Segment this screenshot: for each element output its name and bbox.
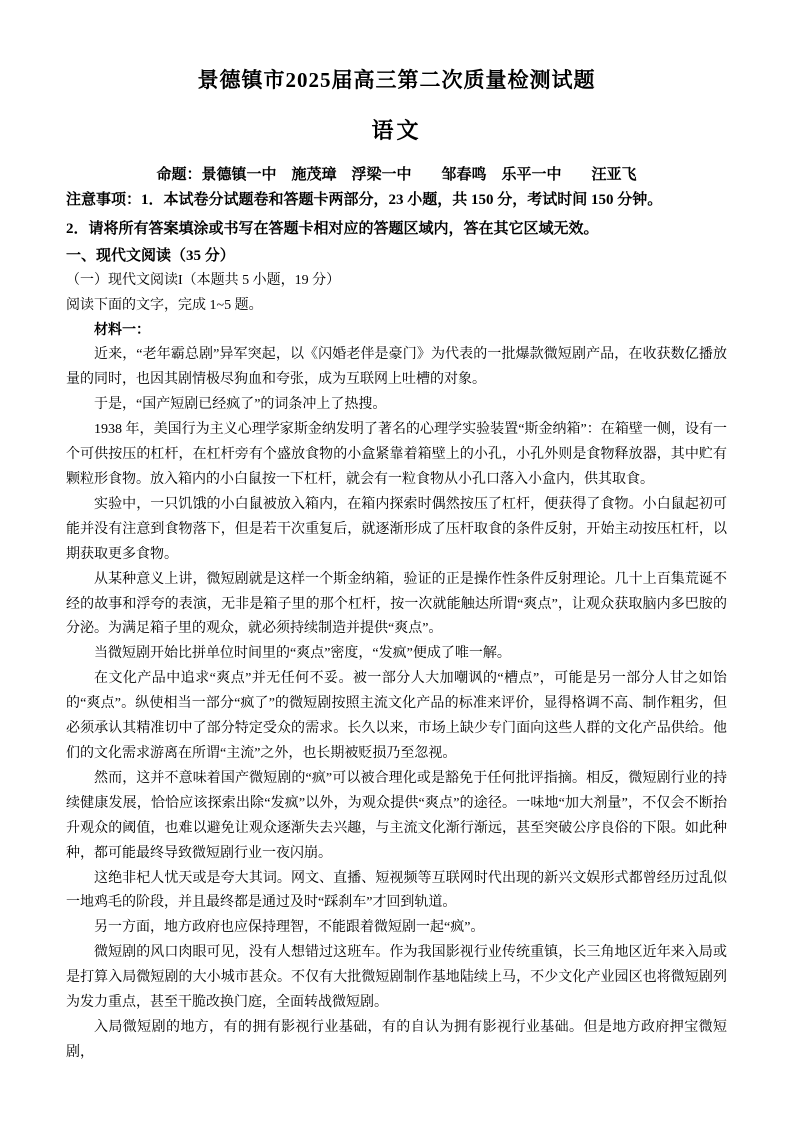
reading-instruction: 阅读下面的文字，完成 1~5 题。 [66, 297, 263, 313]
material-paragraph-7: 在文化产品中追求“爽点”并无任何不妥。被一部分人大加嘲讽的“槽点”，可能是另一部分人甘之如饴的“爽点”。纵使相当一部分“疯了”的微短剧按照主流文化产品的标准来评价，显得格调不高、制作粗劣，但必须承认其精准切中了部分特定受众的需求。长久以来，市场上缺少专门面向这些人群的文化产品供给。他们的文化需求游离在所谓“主流”之外，也长期被贬损乃至忽视。 [66, 671, 727, 761]
material-paragraph-6: 当微短剧开始比拼单位时间里的“爽点”密度，“发疯”便成了唯一解。 [94, 646, 511, 662]
subsection-heading-reading-1: （一）现代文阅读I（本题共 5 小题，19 分） [66, 272, 341, 288]
section-heading-modern-reading: 一、现代文阅读（35 分） [66, 247, 235, 264]
material-paragraph-10: 另一方面，地方政府也应保持理智，不能跟着微短剧一起“疯”。 [94, 920, 485, 936]
material-paragraph-11: 微短剧的风口肉眼可见，没有人想错过这班车。作为我国影视行业传统重镇，长三角地区近年来入局或是打算入局微短剧的大小城市甚众。不仅有大批微短剧制作基地陆续上马，不少文化产业园区也将微短剧列为发力重点，甚至干脆改换门庭，全面转战微短剧。 [66, 945, 727, 1011]
material-paragraph-1: 近来，“老年霸总剧”异军突起，以《闪婚老伴是豪门》为代表的一批爆款微短剧产品，在收获数亿播放量的同时，也因其剧情极尽狗血和夸张，成为互联网上吐槽的对象。 [66, 347, 727, 388]
material-paragraph-8: 然而，这并不意味着国产微短剧的“疯”可以被合理化或是豁免于任何批评指摘。相反，微短剧行业的持续健康发展，恰恰应该探索出除“发疯”以外，为观众提供“爽点”的途径。一味地“加大剂量”，不仅会不断抬升观众的阈值，也难以避免让观众逐渐失去兴趣，与主流文化渐行渐远，甚至突破公序良俗的下限。如此种种，都可能最终导致微短剧行业一夜闪崩。 [66, 770, 727, 861]
material-paragraph-9: 这绝非杞人忧天或是夸大其词。网文、直播、短视频等互联网时代出现的新兴文娱形式都曾经历过乱似一地鸡毛的阶段，并且最终都是通过及时“踩刹车”才回到轨道。 [66, 870, 727, 911]
material-one-label: 材料一： [94, 322, 150, 338]
notice-line-2: 2．请将所有答案填涂或书写在答题卡相对应的答题区域内，答在其它区域无效。 [66, 221, 599, 238]
material-paragraph-12: 入局微短剧的地方，有的拥有影视行业基础，有的自认为拥有影视行业基础。但是地方政府押宝微短剧， [66, 1019, 727, 1060]
notice-line-1: 注意事项：1．本试卷分试题卷和答题卡两部分，23 小题，共 150 分，考试时间 150 分钟。 [66, 192, 663, 208]
subject-title: 语文 [371, 118, 422, 143]
page-title: 景德镇市2025届高三第二次质量检测试题 [197, 68, 596, 92]
authors-line: 命题：景德镇一中 施茂璋 浮梁一中 邹春鸣 乐平一中 汪亚飞 [156, 167, 637, 183]
material-paragraph-4: 实验中，一只饥饿的小白鼠被放入箱内，在箱内探索时偶然按压了杠杆，便获得了食物。小白鼠起初可能并没有注意到食物落下，但是若干次重复后，就逐渐形成了压杆取食的条件反射，开始主动按压杠杆，以期获取更多食物。 [66, 496, 727, 562]
material-paragraph-2: 于是，“国产短剧已经疯了”的词条冲上了热搜。 [94, 397, 387, 413]
material-paragraph-5: 从某种意义上讲，微短剧就是这样一个斯金纳箱，验证的正是操作性条件反射理论。几十上百集荒诞不经的故事和浮夸的表演，无非是箱子里的那个杠杆，按一次就能触达所谓“爽点”，让观众获取脑内多巴胺的分泌。为满足箱子里的观众，就必须持续制造并提供“爽点”。 [66, 571, 727, 637]
material-paragraph-3: 1938 年，美国行为主义心理学家斯金纳发明了著名的心理学实验装置“斯金纳箱”：在箱壁一侧，设有一个可供按压的杠杆，在杠杆旁有个盛放食物的小盒紧靠着箱壁上的小孔，小孔外则是食物释放器，其中贮有颗粒形食物。放入箱内的小白鼠按一下杠杆，就会有一粒食物从小孔口落入小盒内，供其取食。 [66, 422, 727, 487]
